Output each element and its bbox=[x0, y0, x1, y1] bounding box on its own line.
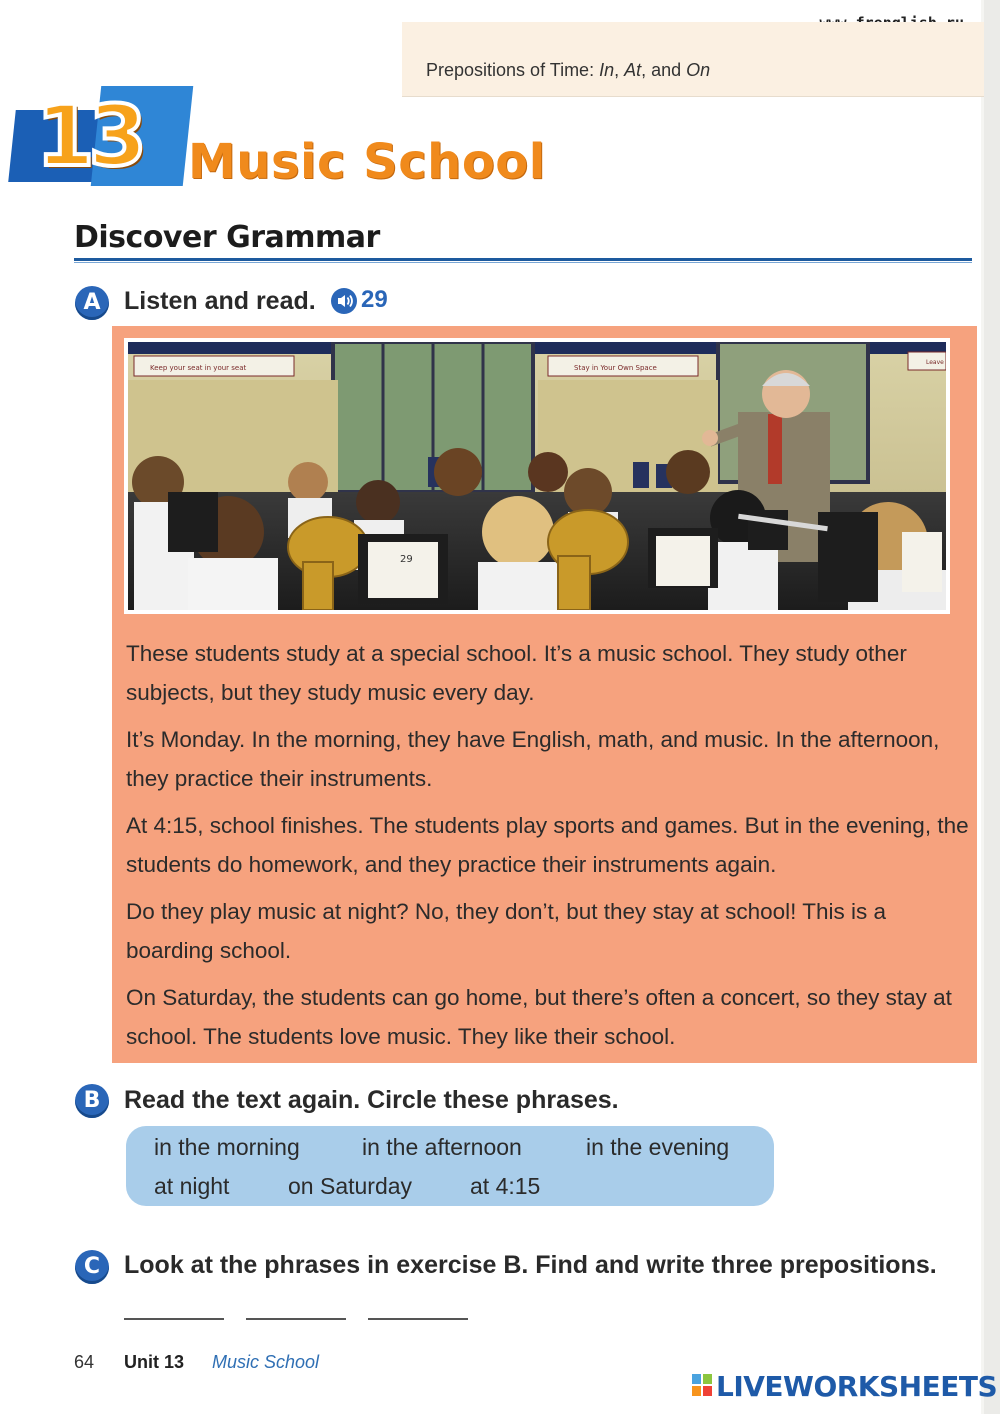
photo-sign-text: Leave bbox=[926, 359, 944, 366]
topic-tab bbox=[402, 22, 984, 97]
photo-stand-number: 29 bbox=[400, 554, 413, 565]
page-number: 64 bbox=[74, 1352, 95, 1372]
exercise-b-badge: B bbox=[75, 1084, 109, 1118]
liveworksheets-logo-icon bbox=[692, 1374, 712, 1396]
exercise-c-title: Look at the phrases in exercise B. Find and write three prepositions. bbox=[124, 1251, 937, 1279]
phrase-item[interactable]: at night bbox=[154, 1173, 230, 1199]
liveworksheets-brand: LIVEWORKSHEETS bbox=[716, 1370, 998, 1403]
passage-paragraph: On Saturday, the students can go home, but there’s often a concert, so they stay at school. The students love music. They like their school. bbox=[126, 985, 952, 1049]
passage-paragraph: Do they play music at night? No, they don’t, but they stay at school! This is a boarding school. bbox=[126, 899, 886, 963]
passage-paragraph: At 4:15, school finishes. The students play sports and games. But in the evening, the students do homework, and they practice their instruments again. bbox=[126, 813, 969, 877]
audio-icon[interactable] bbox=[330, 287, 358, 315]
phrase-item[interactable]: in the morning bbox=[154, 1134, 300, 1160]
page-edge bbox=[984, 0, 1000, 1414]
exercise-a-badge: A bbox=[75, 286, 109, 320]
answer-blank-1[interactable] bbox=[124, 1318, 224, 1320]
exercise-b-title: Read the text again. Circle these phrases. bbox=[124, 1086, 619, 1114]
phrase-item[interactable]: in the afternoon bbox=[362, 1134, 522, 1160]
section-heading: Discover Grammar bbox=[74, 220, 380, 255]
phrase-item[interactable]: at 4:15 bbox=[470, 1173, 541, 1199]
footer-unit-title: Music School bbox=[212, 1352, 320, 1372]
section-divider bbox=[74, 258, 972, 261]
exercise-c-badge: C bbox=[75, 1250, 109, 1284]
topic-label: Prepositions of Time: In, At, and On bbox=[426, 60, 711, 80]
photo-sign-text: Keep your seat in your seat bbox=[150, 364, 247, 372]
passage-paragraph: It’s Monday. In the morning, they have English, math, and music. In the afternoon, they practice their instruments. bbox=[126, 727, 940, 791]
passage-paragraph: These students study at a special school. It’s a music school. They study other subjects, but they study music every day. bbox=[126, 641, 907, 705]
exercise-a-title: Listen and read. bbox=[124, 287, 316, 315]
unit-number: 13 bbox=[36, 87, 141, 185]
phrase-item[interactable]: in the evening bbox=[586, 1134, 730, 1160]
orchestra-photo bbox=[128, 342, 946, 610]
photo-sign-text: Stay in Your Own Space bbox=[574, 364, 657, 372]
unit-title: Music School bbox=[188, 134, 546, 190]
footer-unit-label: Unit 13 bbox=[124, 1352, 185, 1372]
answer-blank-3[interactable] bbox=[368, 1318, 468, 1320]
audio-track-number: 29 bbox=[361, 286, 388, 313]
phrase-item[interactable]: on Saturday bbox=[288, 1173, 413, 1199]
reading-passage bbox=[126, 634, 976, 1064]
answer-blank-2[interactable] bbox=[246, 1318, 346, 1320]
section-divider-light bbox=[74, 262, 972, 263]
